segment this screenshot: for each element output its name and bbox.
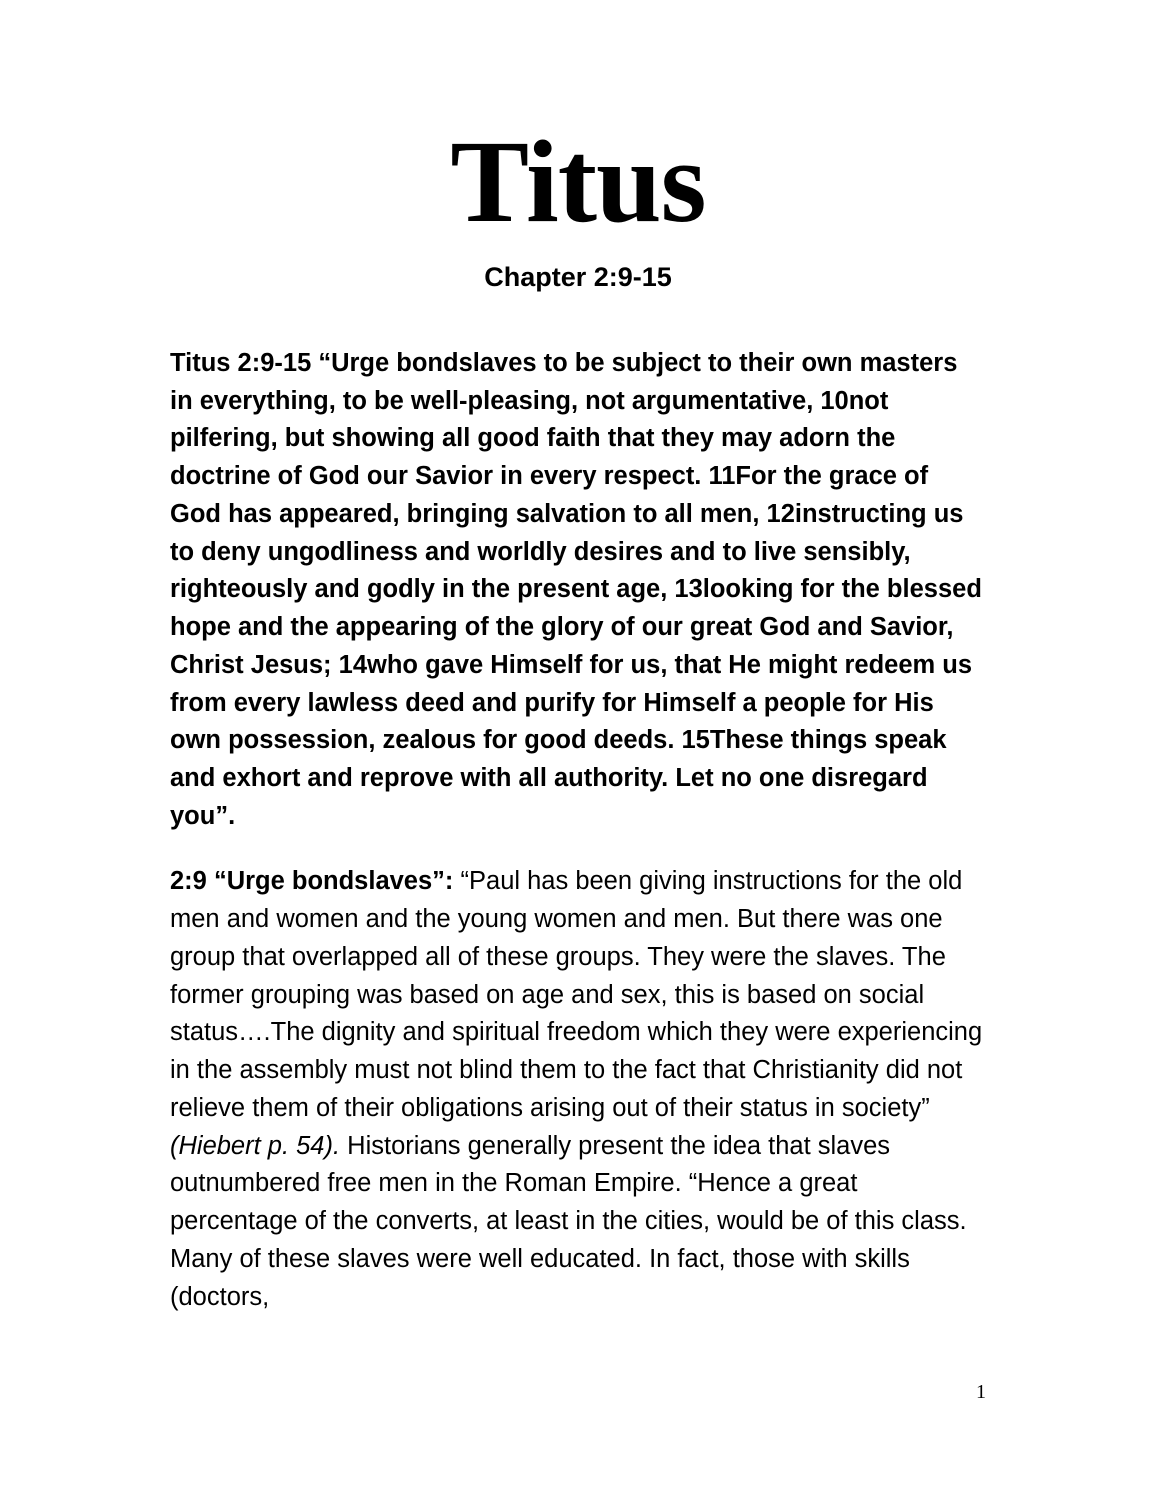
commentary-lead-in: 2:9 “Urge bondslaves”: (170, 867, 454, 896)
chapter-subtitle: Chapter 2:9-15 (484, 261, 672, 292)
page-title: Titus (450, 116, 706, 247)
commentary-text-before-citation: “Paul has been giving instructions for the old men and women and the young women and men. But there was one group that overlapped all of these groups. They were the slaves. The former grouping was based on age and sex, this is based on social status….The dignity and spiritual freedom which they were experiencing in the assembly must not blind them to the fact that Christianity did not relieve them of their obligations arising out of their status in society” (170, 867, 983, 1122)
page-number: 1 (976, 1381, 986, 1403)
commentary-paragraph (170, 863, 986, 1316)
source-citation: (Hiebert p. 54). (170, 1131, 341, 1160)
page-content (170, 116, 986, 1344)
scripture-passage-paragraph: Titus 2:9-15 “Urge bondslaves to be subject to their own masters in everything, to be well-pleasing, not argumentative, 10not pilfering, but showing all good faith that they may adorn the doctrine of God our Savior in every respect. 11For the grace of God has appeared, bringing salvation to all men, 12instructing us to deny ungodliness and worldly desires and to live sensibly, righteously and godly in the present age, 13looking for the blessed hope and the appearing of the glory of our great God and Savior, Christ Jesus; 14who gave Himself for us, that He might redeem us from every lawless deed and purify for Himself a people for His own possession, zealous for good deeds. 15These things speak and exhort and reprove with all authority. Let no one disregard you”. (170, 348, 982, 830)
commentary-text-after-citation: Historians generally present the idea that slaves outnumbered free men in the Roman Empire. “Hence a great percentage of the converts, at least in the cities, would be of this class. Many of these slaves were well educated. In fact, those with skills (doctors, (170, 1131, 967, 1311)
